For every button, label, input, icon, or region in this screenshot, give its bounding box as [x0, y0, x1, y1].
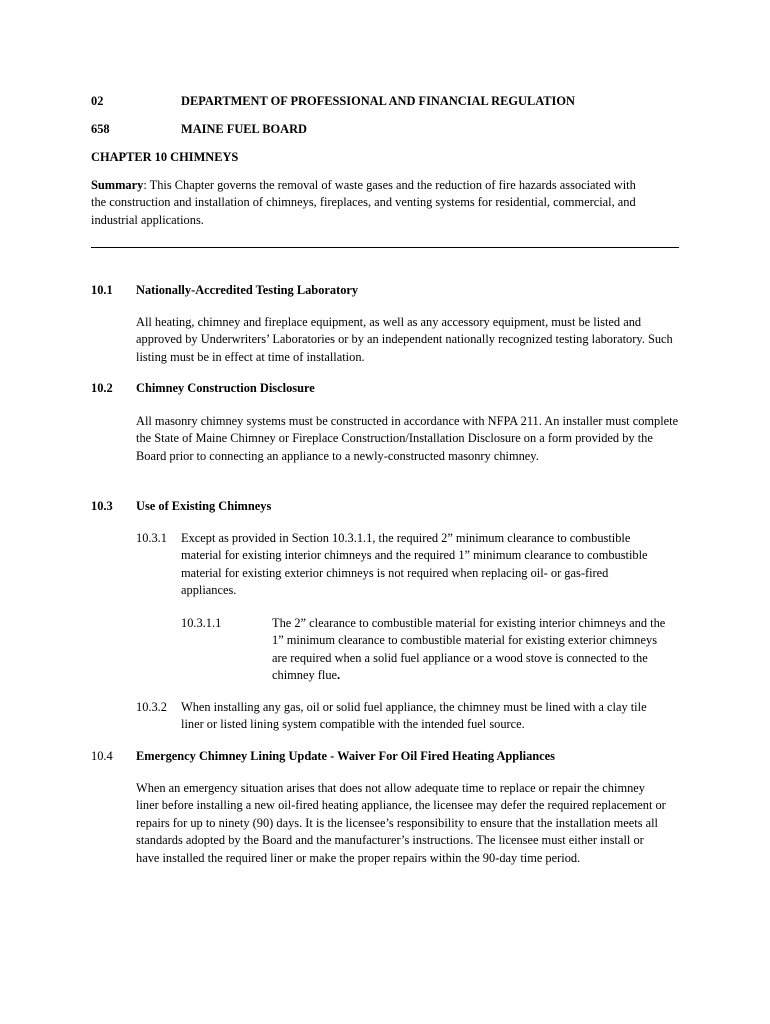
- section-title: Nationally-Accredited Testing Laboratory: [136, 283, 359, 297]
- chapter-title: CHAPTER 10 CHIMNEYS: [91, 150, 239, 164]
- section-title: Emergency Chimney Lining Update - Waiver For Oil Fired Heating Appliances: [136, 749, 555, 763]
- summary-label: Summary: [91, 178, 144, 192]
- subsection-number: 10.3.1: [136, 531, 167, 545]
- section-title: Use of Existing Chimneys: [136, 499, 272, 513]
- subsection-text-end: .: [337, 668, 341, 683]
- divider: [91, 247, 679, 248]
- section-body: All masonry chimney systems must be constructed in accordance with NFPA 211. An installer must complete the State of Maine Chimney or Fireplace Construction/Installation Disclosure on a form provided by the Board prior to connecting an appliance to a newly-constructed masonry chimney.: [136, 414, 679, 463]
- section-number: 10.2: [91, 381, 113, 395]
- subsection-text: [272, 615, 672, 685]
- section-body: When an emergency situation arises that does not allow adequate time to replace or repair the chimney liner before installing a new oil-fired heating appliance, the licensee may defer the required replacement or repairs for up to ninety (90) days. It is the licensee’s responsibility to ensure that the installation meets all standards adopted by the Board and the manufacturer’s instructions. The licensee must either install or have installed the required liner or make the proper repairs within the 90-day time period.: [136, 781, 666, 865]
- section-body: All heating, chimney and fireplace equipment, as well as any accessory equipment, must be listed and approved by Underwriters’ Laboratories or by an independent nationally recognized testing laboratory. Such listing must be in effect at time of installation.: [136, 315, 673, 364]
- subsection-text: Except as provided in Section 10.3.1.1, the required 2” minimum clearance to combustible material for existing interior chimneys and the required 1” minimum clearance to combustible material for existing exterior chimneys is not required when replacing oil- or gas-fired appliances.: [181, 531, 648, 598]
- board-number: 658: [91, 122, 110, 136]
- subsection-text-body: The 2” clearance to combustible material for existing interior chimneys and the 1” minimum clearance to combustible material for existing exterior chimneys are required when a solid fuel appliance or a wood stove is connected to the chimney flue: [272, 616, 666, 683]
- summary-text: : This Chapter governs the removal of waste gases and the reduction of fire hazards associated with the construction and installation of chimneys, fireplaces, and venting systems for residential, commercial, and industrial applications.: [91, 178, 636, 227]
- section-number: 10.3: [91, 499, 113, 513]
- summary: [91, 177, 651, 229]
- subsection-number: 10.3.1.1: [181, 616, 222, 630]
- subsection-text: When installing any gas, oil or solid fuel appliance, the chimney must be lined with a clay tile liner or listed lining system compatible with the intended fuel source.: [181, 700, 647, 732]
- dept-name: DEPARTMENT OF PROFESSIONAL AND FINANCIAL REGULATION: [181, 94, 575, 108]
- board-name: MAINE FUEL BOARD: [181, 122, 307, 136]
- section-title: Chimney Construction Disclosure: [136, 381, 315, 395]
- section-number: 10.1: [91, 283, 113, 297]
- section-number: 10.4: [91, 749, 113, 763]
- dept-number: 02: [91, 94, 104, 108]
- subsection-number: 10.3.2: [136, 700, 167, 714]
